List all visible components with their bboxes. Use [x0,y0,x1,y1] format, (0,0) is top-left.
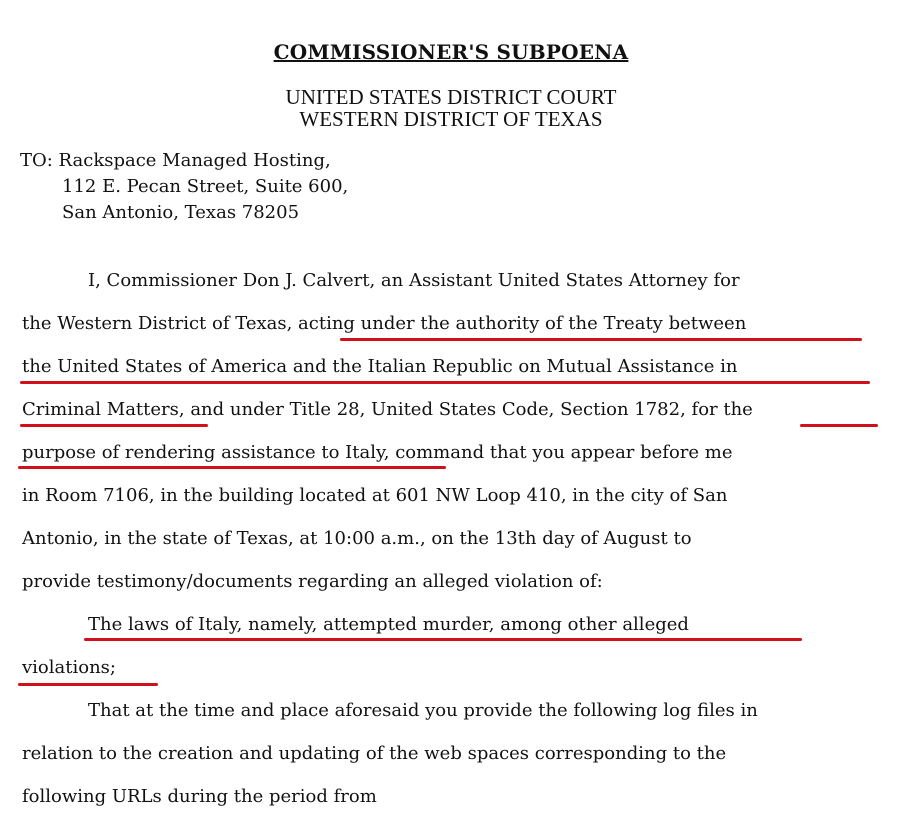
body-line: violations; [22,657,116,678]
body-line: Antonio, in the state of Texas, at 10:00 a.m., on the 13th day of August to [22,528,692,549]
highlight-underline [20,381,870,384]
body-line: following URLs during the period from [22,786,377,807]
highlight-underline [800,424,878,427]
body-line: The laws of Italy, namely, attempted murder, among other alleged [88,614,689,635]
body-line: the Western District of Texas, acting under the authority of the Treaty between [22,313,747,334]
body-line: purpose of rendering assistance to Italy, command that you appear before me [22,442,733,463]
document-title: COMMISSIONER'S SUBPOENA [273,40,629,64]
recipient-city: San Antonio, Texas 78205 [62,202,300,223]
body-line: the United States of America and the Italian Republic on Mutual Assistance in [22,356,738,377]
recipient-street: 112 E. Pecan Street, Suite 600, [62,176,349,197]
highlight-underline [84,638,802,641]
body-line: in Room 7106, in the building located at 601 NW Loop 410, in the city of San [22,485,728,506]
body-line: That at the time and place aforesaid you provide the following log files in [88,700,758,721]
recipient-name: TO: Rackspace Managed Hosting, [20,150,331,171]
body-line: provide testimony/documents regarding an alleged violation of: [22,571,603,592]
highlight-underline [20,424,208,427]
body-line: Criminal Matters, and under Title 28, United States Code, Section 1782, for the [22,399,753,420]
body-line: relation to the creation and updating of the web spaces corresponding to the [22,743,727,764]
highlight-underline [18,466,446,469]
highlight-underline [18,683,158,686]
highlight-underline [340,338,862,341]
court-name: UNITED STATES DISTRICT COURT [285,85,617,109]
court-district: WESTERN DISTRICT OF TEXAS [299,107,603,131]
body-line: I, Commissioner Don J. Calvert, an Assistant United States Attorney for [88,270,740,291]
